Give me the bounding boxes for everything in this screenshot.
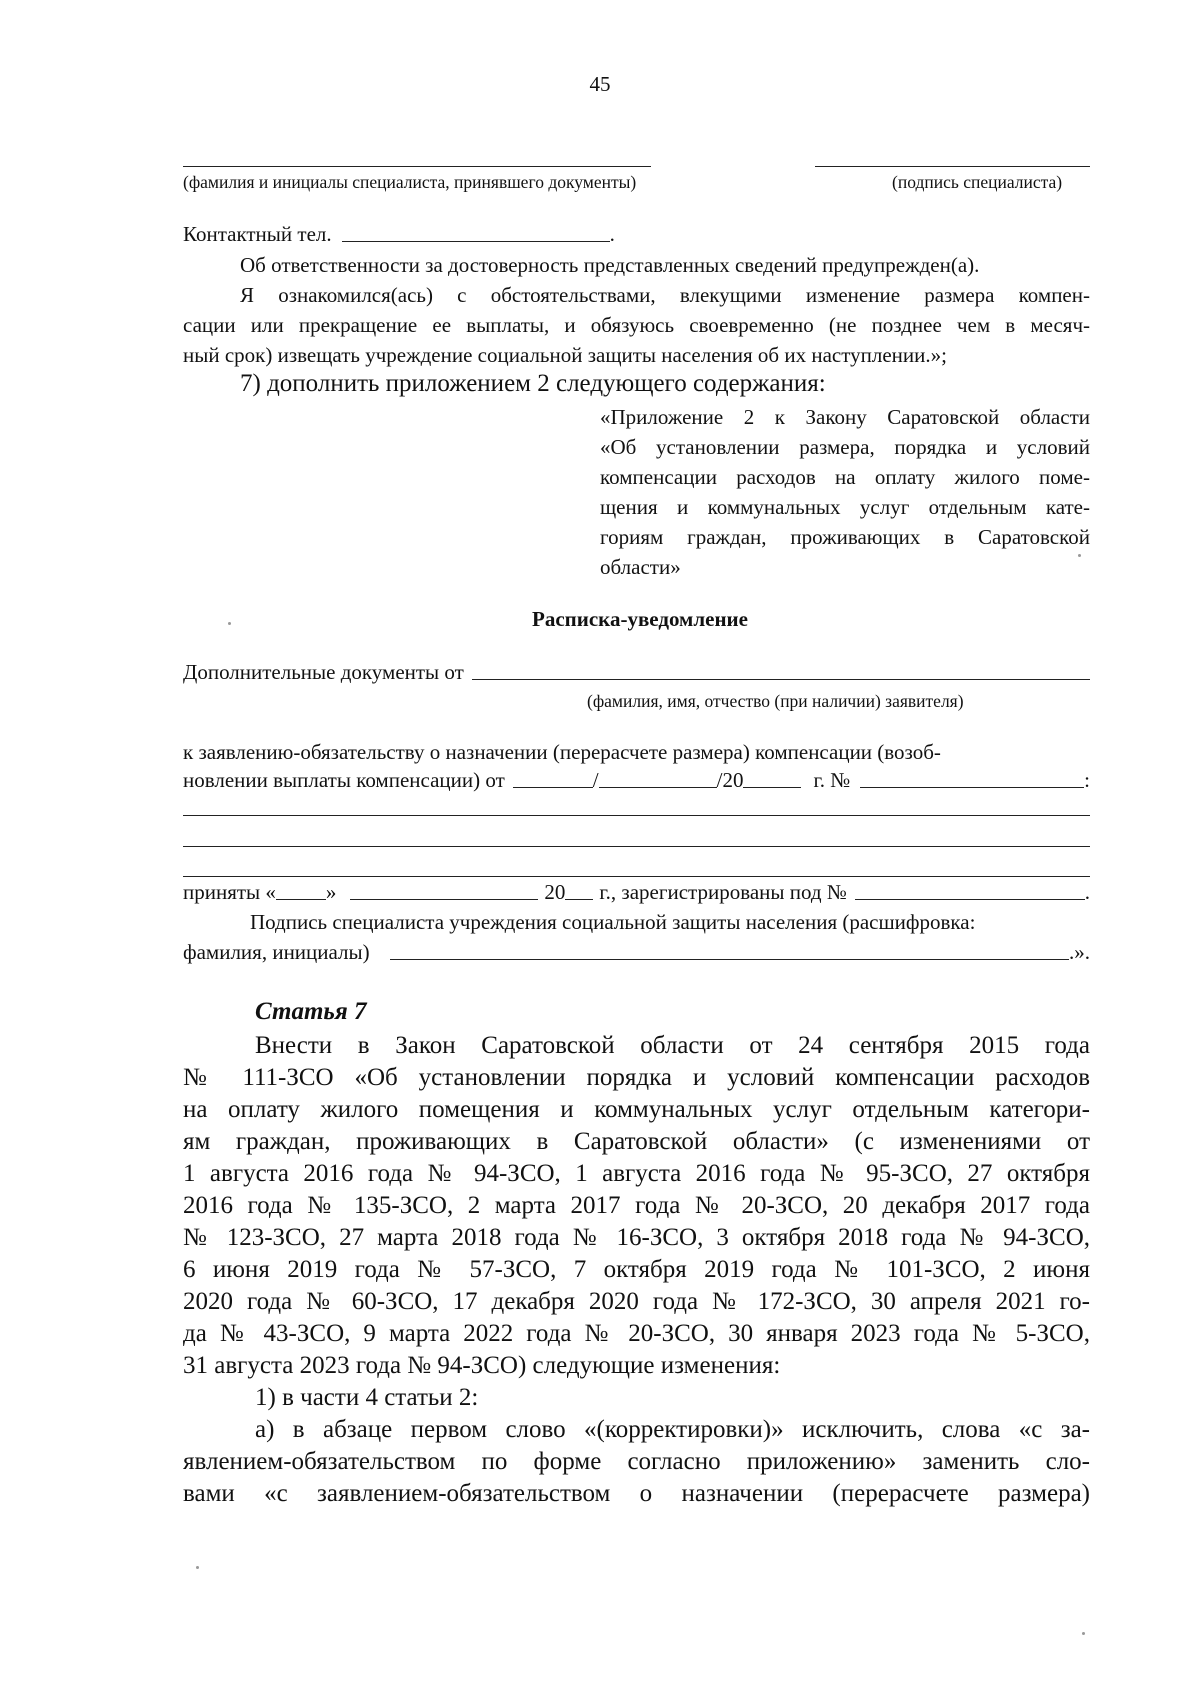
ruled-line-3 [183, 876, 1090, 877]
signature-prefix: фамилия, инициалы) [183, 940, 370, 964]
article-line-11: 31 августа 2023 года № 94-ЗСО) следующие изменения: [183, 1352, 781, 1379]
article-line-1: Внести в Закон Саратовской области от 24 сентября 2015 года [255, 1032, 1090, 1059]
article-line-9: 2020 года № 60-ЗСО, 17 декабря 2020 года № 172-ЗСО, 30 апреля 2021 го- [183, 1288, 1090, 1315]
specialist-name-line [183, 166, 651, 167]
registered-label: г., зарегистрированы под № [599, 880, 847, 904]
point-1: 1) в части 4 статьи 2: [255, 1384, 479, 1411]
statement-prefix: новлении выплаты компенсации) от [183, 768, 505, 792]
date-slash-1: / [592, 768, 599, 792]
accepted-month-blank [350, 899, 538, 900]
article-line-3: на оплату жилого помещения и коммунальных услуг отдельным категори- [183, 1096, 1090, 1123]
appendix-line-1: «Приложение 2 к Закону Саратовской области [600, 405, 1090, 429]
article-line-5: 1 августа 2016 года № 94-ЗСО, 1 августа 2016 года № 95-ЗСО, 27 октября [183, 1160, 1090, 1187]
responsibility-text: Об ответственности за достоверность представленных сведений предупрежден(а). [240, 253, 980, 277]
article-line-6: 2016 года № 135-ЗСО, 2 марта 2017 года № 20-ЗСО, 20 декабря 2017 года [183, 1192, 1090, 1219]
article-line-4: ям граждан, проживающих в Саратовской области» (с изменениями от [183, 1128, 1090, 1155]
signature-line-1: Подпись специалиста учреждения социальной защиты населения (расшифровка: [250, 910, 976, 934]
acknowledge-line-1: Я ознакомился(ась) с обстоятельствами, влекущими изменение размера компен- [240, 283, 1090, 307]
appendix-line-2: «Об установлении размера, порядка и условий [600, 435, 1090, 459]
contact-end: . [609, 222, 615, 246]
accepted-row [183, 880, 1090, 905]
registration-number-blank [855, 899, 1085, 900]
accepted-day-blank [276, 899, 326, 900]
signature-end: .». [1069, 940, 1090, 964]
sub-a-line-1: а) в абзаце первом слово «(корректировки)» исключить, слова «с за- [255, 1416, 1090, 1443]
additional-docs-row [183, 660, 1090, 685]
statement-colon: : [1084, 768, 1090, 792]
signature-blank [390, 959, 1069, 960]
applicant-caption: (фамилия, имя, отчество (при наличии) заявителя) [587, 691, 964, 711]
ruled-line-1 [183, 815, 1090, 816]
specialist-signature-line [815, 166, 1090, 167]
accepted-year-blank [565, 899, 593, 900]
article-line-10: да № 43-ЗСО, 9 марта 2022 года № 20-ЗСО, 30 января 2023 года № 5-ЗСО, [183, 1320, 1090, 1347]
statement-line-1: к заявлению-обязательству о назначении (перерасчете размера) компенсации (возоб- [183, 740, 941, 764]
contact-label: Контактный тел. [183, 222, 332, 246]
article-line-7: № 123-ЗСО, 27 марта 2018 года № 16-ЗСО, 3 октября 2018 года № 94-ЗСО, [183, 1224, 1090, 1251]
page-number: 45 [589, 72, 611, 96]
accepted-open: приняты « [183, 880, 276, 904]
registered-period: . [1084, 880, 1090, 904]
scan-speck [196, 1566, 199, 1569]
scan-speck [228, 622, 231, 625]
contact-row [183, 222, 643, 247]
item-7: 7) дополнить приложением 2 следующего содержания: [240, 370, 826, 397]
scan-speck [1082, 1632, 1085, 1635]
appendix-line-3: компенсации расходов на оплату жилого поме- [600, 465, 1090, 489]
year-number-mark: г. № [813, 768, 851, 792]
accepted-close: » [325, 880, 337, 904]
sub-a-line-2: явлением-обязательством по форме согласно приложению» заменить сло- [183, 1448, 1090, 1475]
applicant-name-blank [472, 679, 1090, 680]
article-title: Статья 7 [255, 998, 367, 1025]
article-line-2: № 111-ЗСО «Об установлении порядка и условий компенсации расходов [183, 1064, 1090, 1091]
scan-speck [1078, 554, 1081, 557]
acknowledge-line-2: сации или прекращение ее выплаты, и обязуюсь своевременно (не позднее чем в месяч- [183, 313, 1090, 337]
date-month-blank [599, 787, 717, 788]
date-day-blank [513, 787, 593, 788]
appendix-line-5: гориям граждан, проживающих в Саратовской [600, 525, 1090, 549]
specialist-signature-caption: (подпись специалиста) [892, 172, 1063, 192]
additional-docs-label: Дополнительные документы от [183, 660, 464, 684]
sub-a-line-3: вами «с заявлением-обязательством о назначении (перерасчете размера) [183, 1480, 1090, 1507]
appendix-line-6: области» [600, 555, 681, 579]
contact-phone-blank [342, 241, 610, 242]
specialist-name-caption: (фамилия и инициалы специалиста, принявшего документы) [183, 172, 637, 192]
article-line-8: 6 июня 2019 года № 57-ЗСО, 7 октября 2019 года № 101-ЗСО, 2 июня [183, 1256, 1090, 1283]
acknowledge-line-3: ный срок) извещать учреждение социальной защиты населения об их наступлении.»; [183, 343, 947, 367]
date-year-blank [743, 787, 801, 788]
signature-line-2 [183, 940, 1090, 965]
appendix-line-4: щения и коммунальных услуг отдельным кате- [600, 495, 1090, 519]
ruled-line-2 [183, 846, 1090, 847]
accepted-year-20: 20 [544, 880, 566, 904]
form-title: Расписка-уведомление [532, 607, 748, 631]
statement-number-blank [860, 787, 1084, 788]
statement-line-2 [183, 768, 1090, 793]
date-slash-20: /20 [716, 768, 744, 792]
